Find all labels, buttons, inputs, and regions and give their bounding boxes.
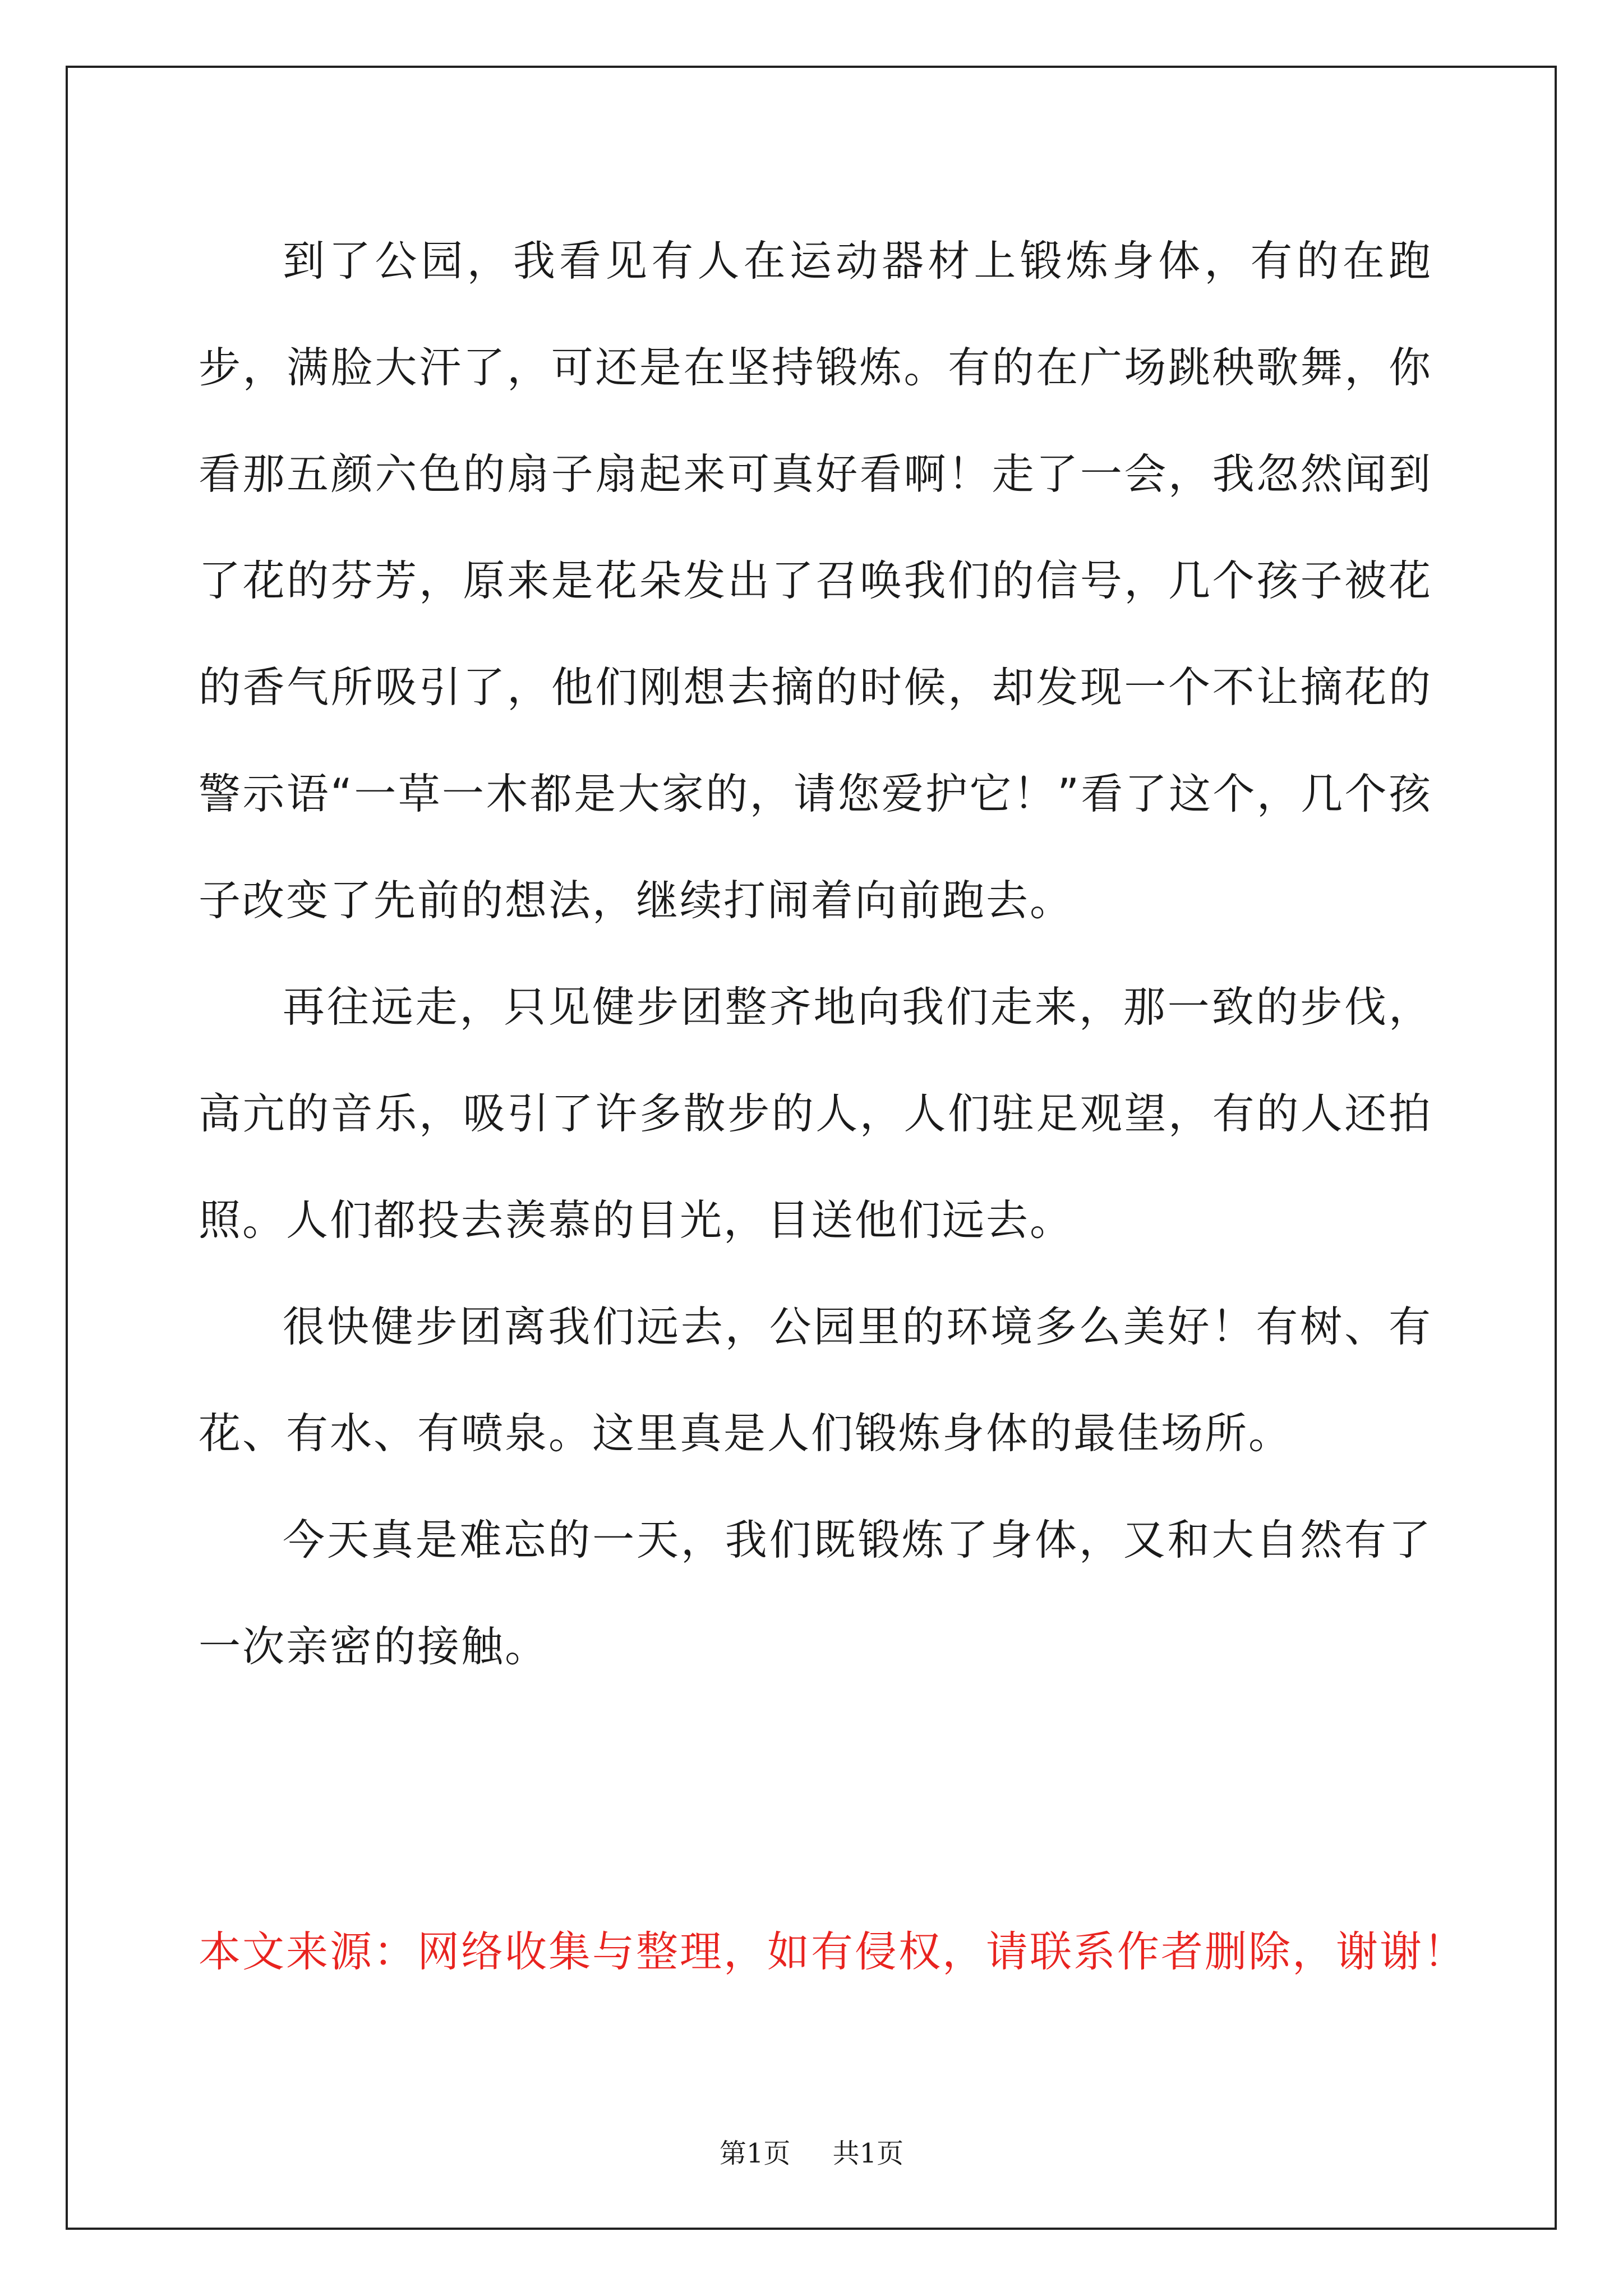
paragraph: 今天真是难忘的一天，我们既锻炼了身体，又和大自然有了一次亲密的接触。 — [199, 1515, 1432, 1671]
paragraph: 到了公园，我看见有人在运动器材上锻炼身体，有的在跑步，满脸大汗了，可还是在坚持锻炼。有的在广场跳秧歌舞，你看那五颜六色的扇子扇起来可真好看啊！走了一会，我忽然闻到了花的芬芳，原来是花朵发出了召唤我们的信号，几个孩子被花的香气所吸引了，他们刚想去摘的时候，却发现一个不让摘花的警示语“一草一木都是大家的，请您爱护它！”看了这个，几个孩子改变了先前的想法，继续打闹着向前跑去。 — [199, 236, 1432, 925]
page-total: 共1页 — [832, 2138, 904, 2169]
source-note: 本文来源：网络收集与整理，如有侵权，请联系作者删除，谢谢！ — [199, 1927, 1468, 1976]
paragraph: 很快健步团离我们远去，公园里的环境多么美好！有树、有花、有水、有喷泉。这里真是人们锻炼身体的最佳场所。 — [199, 1302, 1432, 1458]
page-footer — [0, 2132, 1623, 2170]
document-body — [199, 208, 1432, 1700]
paragraph: 再往远走，只见健步团整齐地向我们走来，那一致的步伐，高亢的音乐，吸引了许多散步的人，人们驻足观望，有的人还拍照。人们都投去羡慕的目光，目送他们远去。 — [199, 982, 1432, 1245]
page-number: 第1页 — [719, 2138, 791, 2169]
